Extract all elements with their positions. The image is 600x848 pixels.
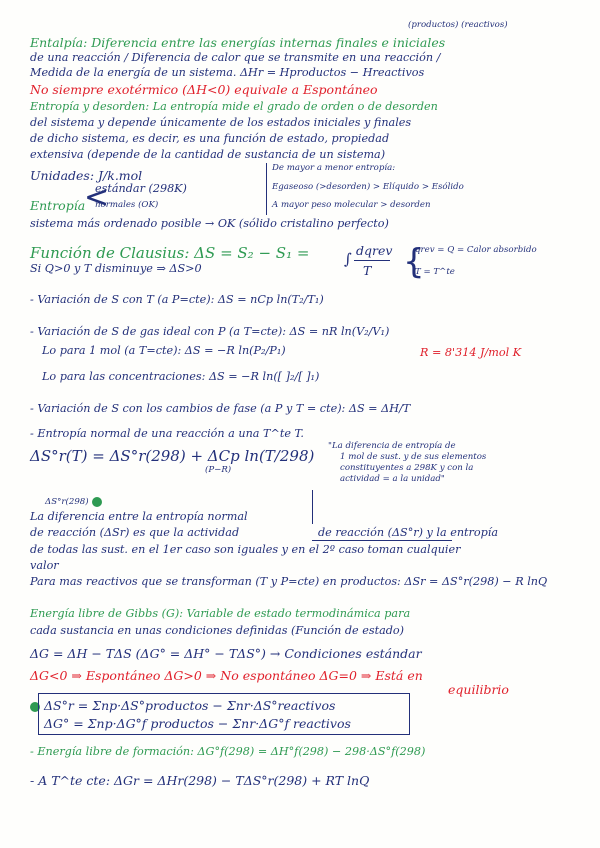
note-line: equilibrio [448,682,509,697]
note-line: - Energía libre de formación: ΔG°f(298) = ΔH°f(298) − 298·ΔS°f(298) [30,745,426,758]
note-line: (P−R) [205,465,232,475]
note-line: 1 mol de sust. y de sus elementos [340,452,487,462]
formula-box-sums [38,693,410,735]
entropy-order-divider [266,163,267,215]
note-line: De mayor a menor entropía: [272,163,396,173]
note-line: estándar (298K) [95,182,187,195]
note-line: R = 8'314 J/mol K [420,346,522,359]
note-line: Lo para las concentraciones: ΔS = −R ln([ ]₂/[ ]₁) [42,370,320,383]
note-line: Unidades: J/k.mol [30,168,143,183]
note-line: A mayor peso molecular > desorden [272,200,431,210]
note-line: No siempre exotérmico (ΔH<0) equivale a Espontáneo [30,82,378,97]
note-line: de dicho sistema, es decir, es una función de estado, propiedad [30,132,390,145]
note-line: qrev = Q = Calor absorbido [415,245,537,255]
normal-entropy-divider [312,490,313,524]
note-line: T [363,263,372,278]
note-line: Lo para 1 mol (a T=cte): ΔS = −R ln(P₂/P₁) [42,344,286,357]
note-line: extensiva (depende de la cantidad de sustancia de un sistema) [30,148,386,161]
note-line: ΔS°r(T) = ΔS°r(298) + ΔCp ln(T/298) [30,447,315,465]
note-line: normales (OK) [95,200,159,210]
note-line: valor [30,559,59,572]
note-line: Para mas reactivos que se transforman (T y P=cte) en productos: ΔSr = ΔS°r(298) − R lnQ [30,575,548,588]
note-line: del sistema y depende únicamente de los estados iniciales y finales [30,116,412,129]
note-line: cada sustancia en unas condiciones definidas (Función de estado) [30,624,405,637]
note-line: Energía libre de Gibbs (G): Variable de estado termodinámica para [30,607,411,620]
note-line: de una reacción / Diferencia de calor que se transmite en una reacción / [30,51,441,64]
note-line: Egaseoso (>desorden) > Elíquido > Esólido [272,182,464,192]
normal-entropy-underline [312,540,452,541]
note-line: de todas las sust. en el 1er caso son iguales y en el 2º caso toman cualquier [30,543,461,556]
note-line: Si Q>0 y T disminuye ⇒ ΔS>0 [30,262,202,275]
note-line: - Variación de S de gas ideal con P (a T=cte): ΔS = nR ln(V₂/V₁) [30,325,390,338]
note-line: ΔG° = Σnp·ΔG°f productos − Σnr·ΔG°f reactivos [44,716,351,731]
green-dot-marker [92,497,102,507]
clausius-brace: { [403,242,425,282]
note-line: ΔG<0 ⇒ Espontáneo ΔG>0 ⇒ No espontáneo ΔG=0 ⇒ Está en [30,668,423,683]
note-line: Entalpía: Diferencia entre las energías internas finales e iniciales [30,35,446,50]
note-line: La diferencia entre la entropía normal [30,510,248,523]
note-line: de reacción (ΔSr) es que la actividad [30,526,240,539]
note-line: - Variación de S con los cambios de fase (a P y T = cte): ΔS = ΔH/T [30,402,411,415]
note-line: - A T^te cte: ΔGr = ΔHr(298) − TΔS°r(298) + RT lnQ [30,773,370,788]
entropy-type-brace: < [84,180,110,215]
note-line: Medida de la energía de un sistema. ΔHr = Hproductos − Hreactivos [30,66,425,79]
note-line: Entropía [30,198,86,213]
clausius-fraction-bar [354,260,390,261]
note-line: ΔS°r = Σnp·ΔS°productos − Σnr·ΔS°reactivos [44,698,336,713]
note-line: - Entropía normal de una reacción a una T^te T. [30,427,304,440]
note-line: ∫ [344,250,352,268]
note-line: (productos) (reactivos) [408,20,508,30]
note-line: constituyentes a 298K y con la [340,463,474,473]
note-line: - Variación de S con T (a P=cte): ΔS = nCp ln(T₂/T₁) [30,293,324,306]
note-line: Entropía y desorden: La entropía mide el grado de orden o de desorden [30,100,438,113]
note-line: ΔG = ΔH − TΔS (ΔG° = ΔH° − TΔS°) → Condiciones estándar [30,646,422,661]
note-line: Función de Clausius: ΔS = S₂ − S₁ = [30,244,310,262]
note-line: dqrev [356,243,393,258]
note-line: actividad = a la unidad" [340,474,445,484]
note-line: de reacción (ΔS°r) y la entropía [318,526,499,539]
note-line: ΔS°r(298) [45,497,89,507]
note-line: T = T^te [415,267,455,277]
note-line: sistema más ordenado posible → OK (sólido cristalino perfecto) [30,217,389,230]
note-line: "La diferencia de entropía de [328,441,456,451]
